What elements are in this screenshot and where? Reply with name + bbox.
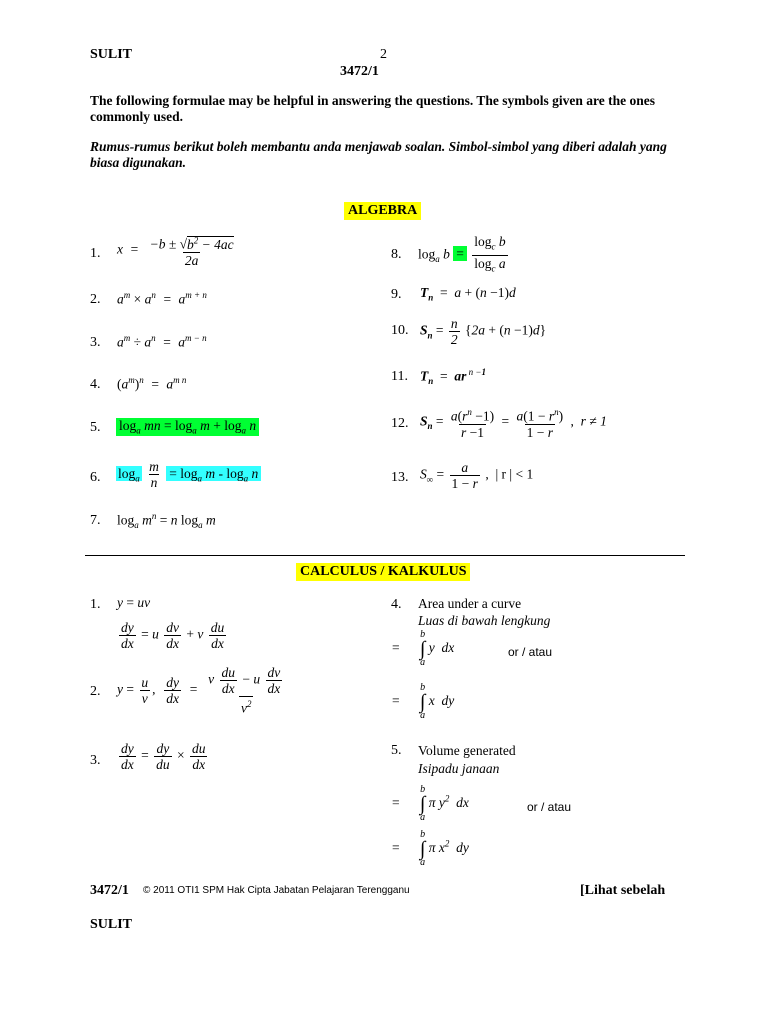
confidential-label: SULIT: [90, 47, 133, 62]
ap-sum: $S_n$ = $\frac{n}{2}$ {2a + (n −1)d}: [420, 316, 547, 347]
algebra-number-12: 12.: [391, 416, 409, 431]
quadratic-formula: x = $\frac{-b \pm √b^2 - 4ac}{2a}$: [117, 235, 234, 268]
algebra-number-7: 7.: [90, 513, 101, 528]
algebra-number-5: 5.: [90, 420, 101, 435]
footer-paper-code: 3472/1: [90, 883, 129, 898]
calculus-number-4: 4.: [391, 597, 402, 612]
log-power-law: $\log_a m^n = n$ $\log_a m$: [117, 511, 216, 531]
log-quotient-law: $\log_a$ $\frac{m}{n}$ = $\log_a m - \log_a n$: [116, 459, 261, 490]
condition-r-not-one: r ≠ 1: [580, 413, 607, 429]
algebra-number-9: 9.: [391, 287, 402, 302]
index-law-divide: $a^m \div a^n = a^{m - n}$: [117, 333, 207, 350]
area-integral-x: = b ∫ a x dy: [392, 682, 455, 721]
gp-sum: $S_n$ = $\frac{a(r^n -1)}{r -1}$ = $\frac{a(1 - r^n)}{1 - r}$ , r ≠ 1: [420, 407, 607, 440]
volume-label-english: Volume generated: [418, 743, 516, 758]
product-rule: $\frac{dy}{dx}$ = u $\frac{dv}{dx}$ + v $\frac{du}{dx}$: [121, 620, 225, 651]
algebra-number-13: 13.: [391, 470, 409, 485]
calculus-number-1: 1.: [90, 597, 101, 612]
calculus-number-2: 2.: [90, 684, 101, 699]
quotient-rule: y = $\frac{u}{v}$ , $\frac{dy}{dx}$ = v $\frac{du}{dx}$ − u $\frac{dv}{dx}$ $v^2$: [117, 665, 281, 716]
area-label-malay: Luas di bawah lengkung: [418, 613, 551, 628]
page-number: 2: [380, 47, 387, 62]
volume-integral-y: = b ∫ a π $y^2$ dx: [392, 784, 469, 823]
gp-nth-term: $T_n$ = ar $^{n -1}$: [420, 367, 486, 387]
product-definition: y = uv: [117, 595, 151, 610]
algebra-number-6: 6.: [90, 470, 101, 485]
calculus-title: CALCULUS / KALKULUS: [296, 563, 470, 581]
footer-confidential-label: SULIT: [90, 917, 133, 932]
index-law-power: $(a^m)^n = a^{m n}$: [117, 375, 187, 392]
volume-integral-x: = b ∫ a π $x^2$ dy: [392, 829, 469, 868]
intro-english: The following formulae may be helpful in answering the questions. The symbols given are the ones commonly used.: [90, 93, 656, 124]
condition-abs-r: | r | < 1: [495, 466, 534, 482]
index-law-multiply: $a^m \times a^n = a^{m + n}$: [117, 290, 207, 307]
change-of-base: $\log_a b$ = $\frac{\log_c b}{\log_c a}$: [418, 234, 510, 276]
see-next-page-label: [Lihat sebelah: [580, 883, 666, 898]
chain-rule: $\frac{dy}{dx}$ = $\frac{dy}{du}$ × $\frac{du}{dx}$: [121, 741, 206, 772]
paper-code: 3472/1: [340, 64, 379, 79]
algebra-number-2: 2.: [90, 292, 101, 307]
section-divider: [85, 555, 685, 556]
or-label-1: or / atau: [508, 645, 553, 659]
ap-nth-term: $T_n = a + (n -1)d$: [420, 285, 516, 303]
algebra-number-11: 11.: [391, 369, 408, 384]
or-label-2: or / atau: [527, 800, 572, 814]
algebra-number-8: 8.: [391, 247, 402, 262]
calculus-number-3: 3.: [90, 753, 101, 768]
calculus-number-5: 5.: [391, 743, 402, 758]
area-label-english: Area under a curve: [418, 596, 522, 611]
algebra-number-3: 3.: [90, 335, 101, 350]
area-integral-y: = b ∫ a y dx: [392, 629, 455, 668]
algebra-number-4: 4.: [90, 377, 101, 392]
intro-malay: Rumus-rumus berikut boleh membantu anda menjawab soalan. Simbol-simbol yang diberi adalah yang biasa digunakan.: [90, 139, 667, 170]
algebra-title: ALGEBRA: [344, 202, 421, 220]
algebra-number-10: 10.: [391, 323, 409, 338]
copyright-notice: © 2011 OTI1 SPM Hak Cipta Jabatan Pelajaran Terengganu: [143, 885, 410, 896]
volume-label-malay: Isipadu janaan: [418, 761, 500, 776]
gp-sum-to-infinity: $S_\infty$ = $\frac{a}{1 - r}$ , | r | < 1: [420, 460, 534, 491]
log-product-law: $\log_a$ mn = $\log_a m + \log_a n$: [116, 418, 259, 436]
algebra-number-1: 1.: [90, 246, 101, 261]
